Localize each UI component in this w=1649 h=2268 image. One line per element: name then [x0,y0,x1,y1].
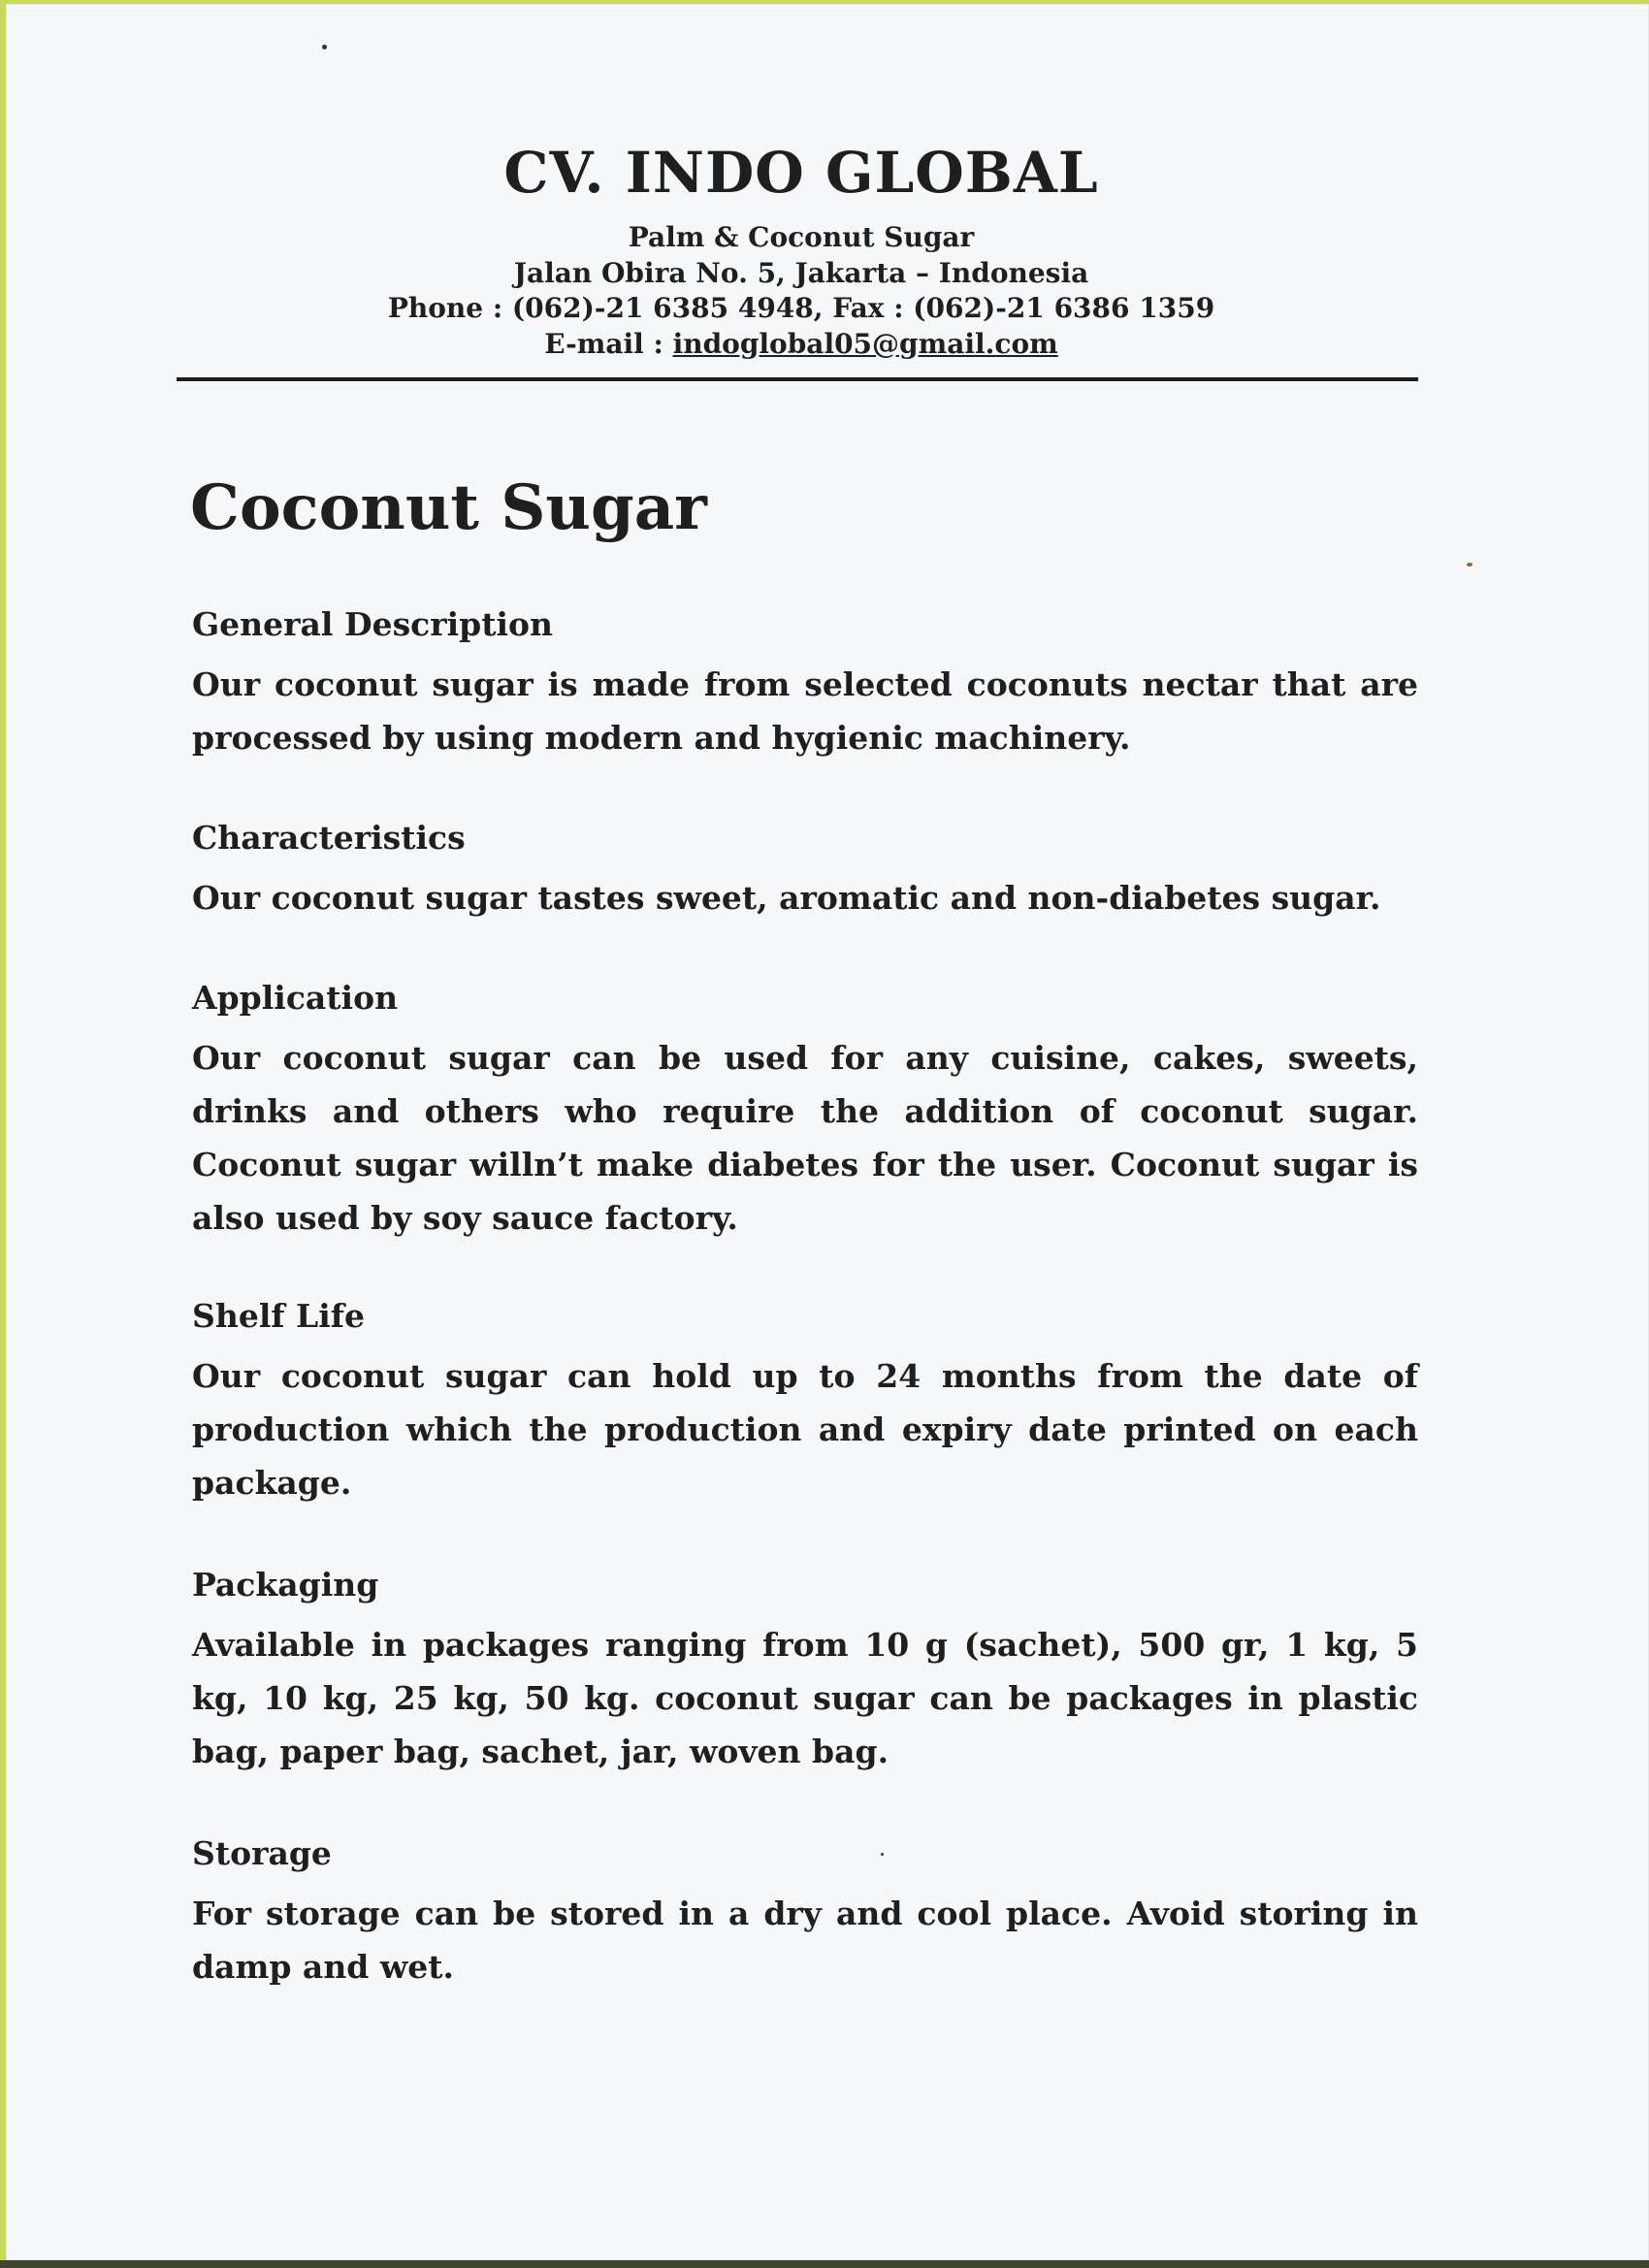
section-body: Our coconut sugar can be used for any cuisine, cakes, sweets, drinks and others who require the addition of coconut sugar. Coconut sugar willn’t make diabetes for the user. Coconut sugar is also used by soy sauce factory. [192,1039,1418,1237]
section-storage [192,1834,1418,1993]
scan-speck [322,45,327,49]
section-body: Our coconut sugar can hold up to 24 months from the date of production which the production and expiry date printed on each package. [192,1357,1418,1502]
document-title: Coconut Sugar [190,471,707,544]
company-name: CV. INDO GLOBAL [503,140,1099,206]
section-heading: Storage [192,1834,332,1872]
letterhead-divider [177,377,1418,381]
email-link[interactable]: indoglobal05@gmail.com [672,328,1058,360]
section-heading: Characteristics [192,819,466,857]
scan-bottom-edge [0,2260,1649,2268]
email-label: E-mail : [544,328,673,360]
company-address: Jalan Obira No. 5, Jakarta – Indonesia [513,257,1089,289]
section-general-description [192,605,1418,764]
company-email-line [6,328,1597,360]
section-heading: Application [192,979,399,1017]
section-body: Available in packages ranging from 10 g (sachet), 500 gr, 1 kg, 5 kg, 10 kg, 25 kg, 50 kg. coconut sugar can be packages in plastic bag, paper bag, sachet, jar, woven bag. [192,1626,1418,1770]
scan-speck [1467,563,1472,567]
section-body: For storage can be stored in a dry and cool place. Avoid storing in damp and wet. [192,1895,1418,1986]
section-application [192,979,1418,1245]
section-body: Our coconut sugar is made from selected coconuts nectar that are processed by using modern and hygienic machinery. [192,665,1418,757]
section-shelf-life [192,1297,1418,1509]
document-page [6,4,1649,2260]
section-body: Our coconut sugar tastes sweet, aromatic and non-diabetes sugar. [192,879,1381,917]
company-tagline: Palm & Coconut Sugar [628,221,975,253]
section-heading: General Description [192,605,554,643]
company-phone-fax: Phone : (062)-21 6385 4948, Fax : (062)-21 6386 1359 [387,292,1215,324]
section-heading: Shelf Life [192,1297,365,1335]
section-packaging [192,1566,1418,1778]
section-characteristics [192,819,1418,924]
section-heading: Packaging [192,1566,379,1604]
